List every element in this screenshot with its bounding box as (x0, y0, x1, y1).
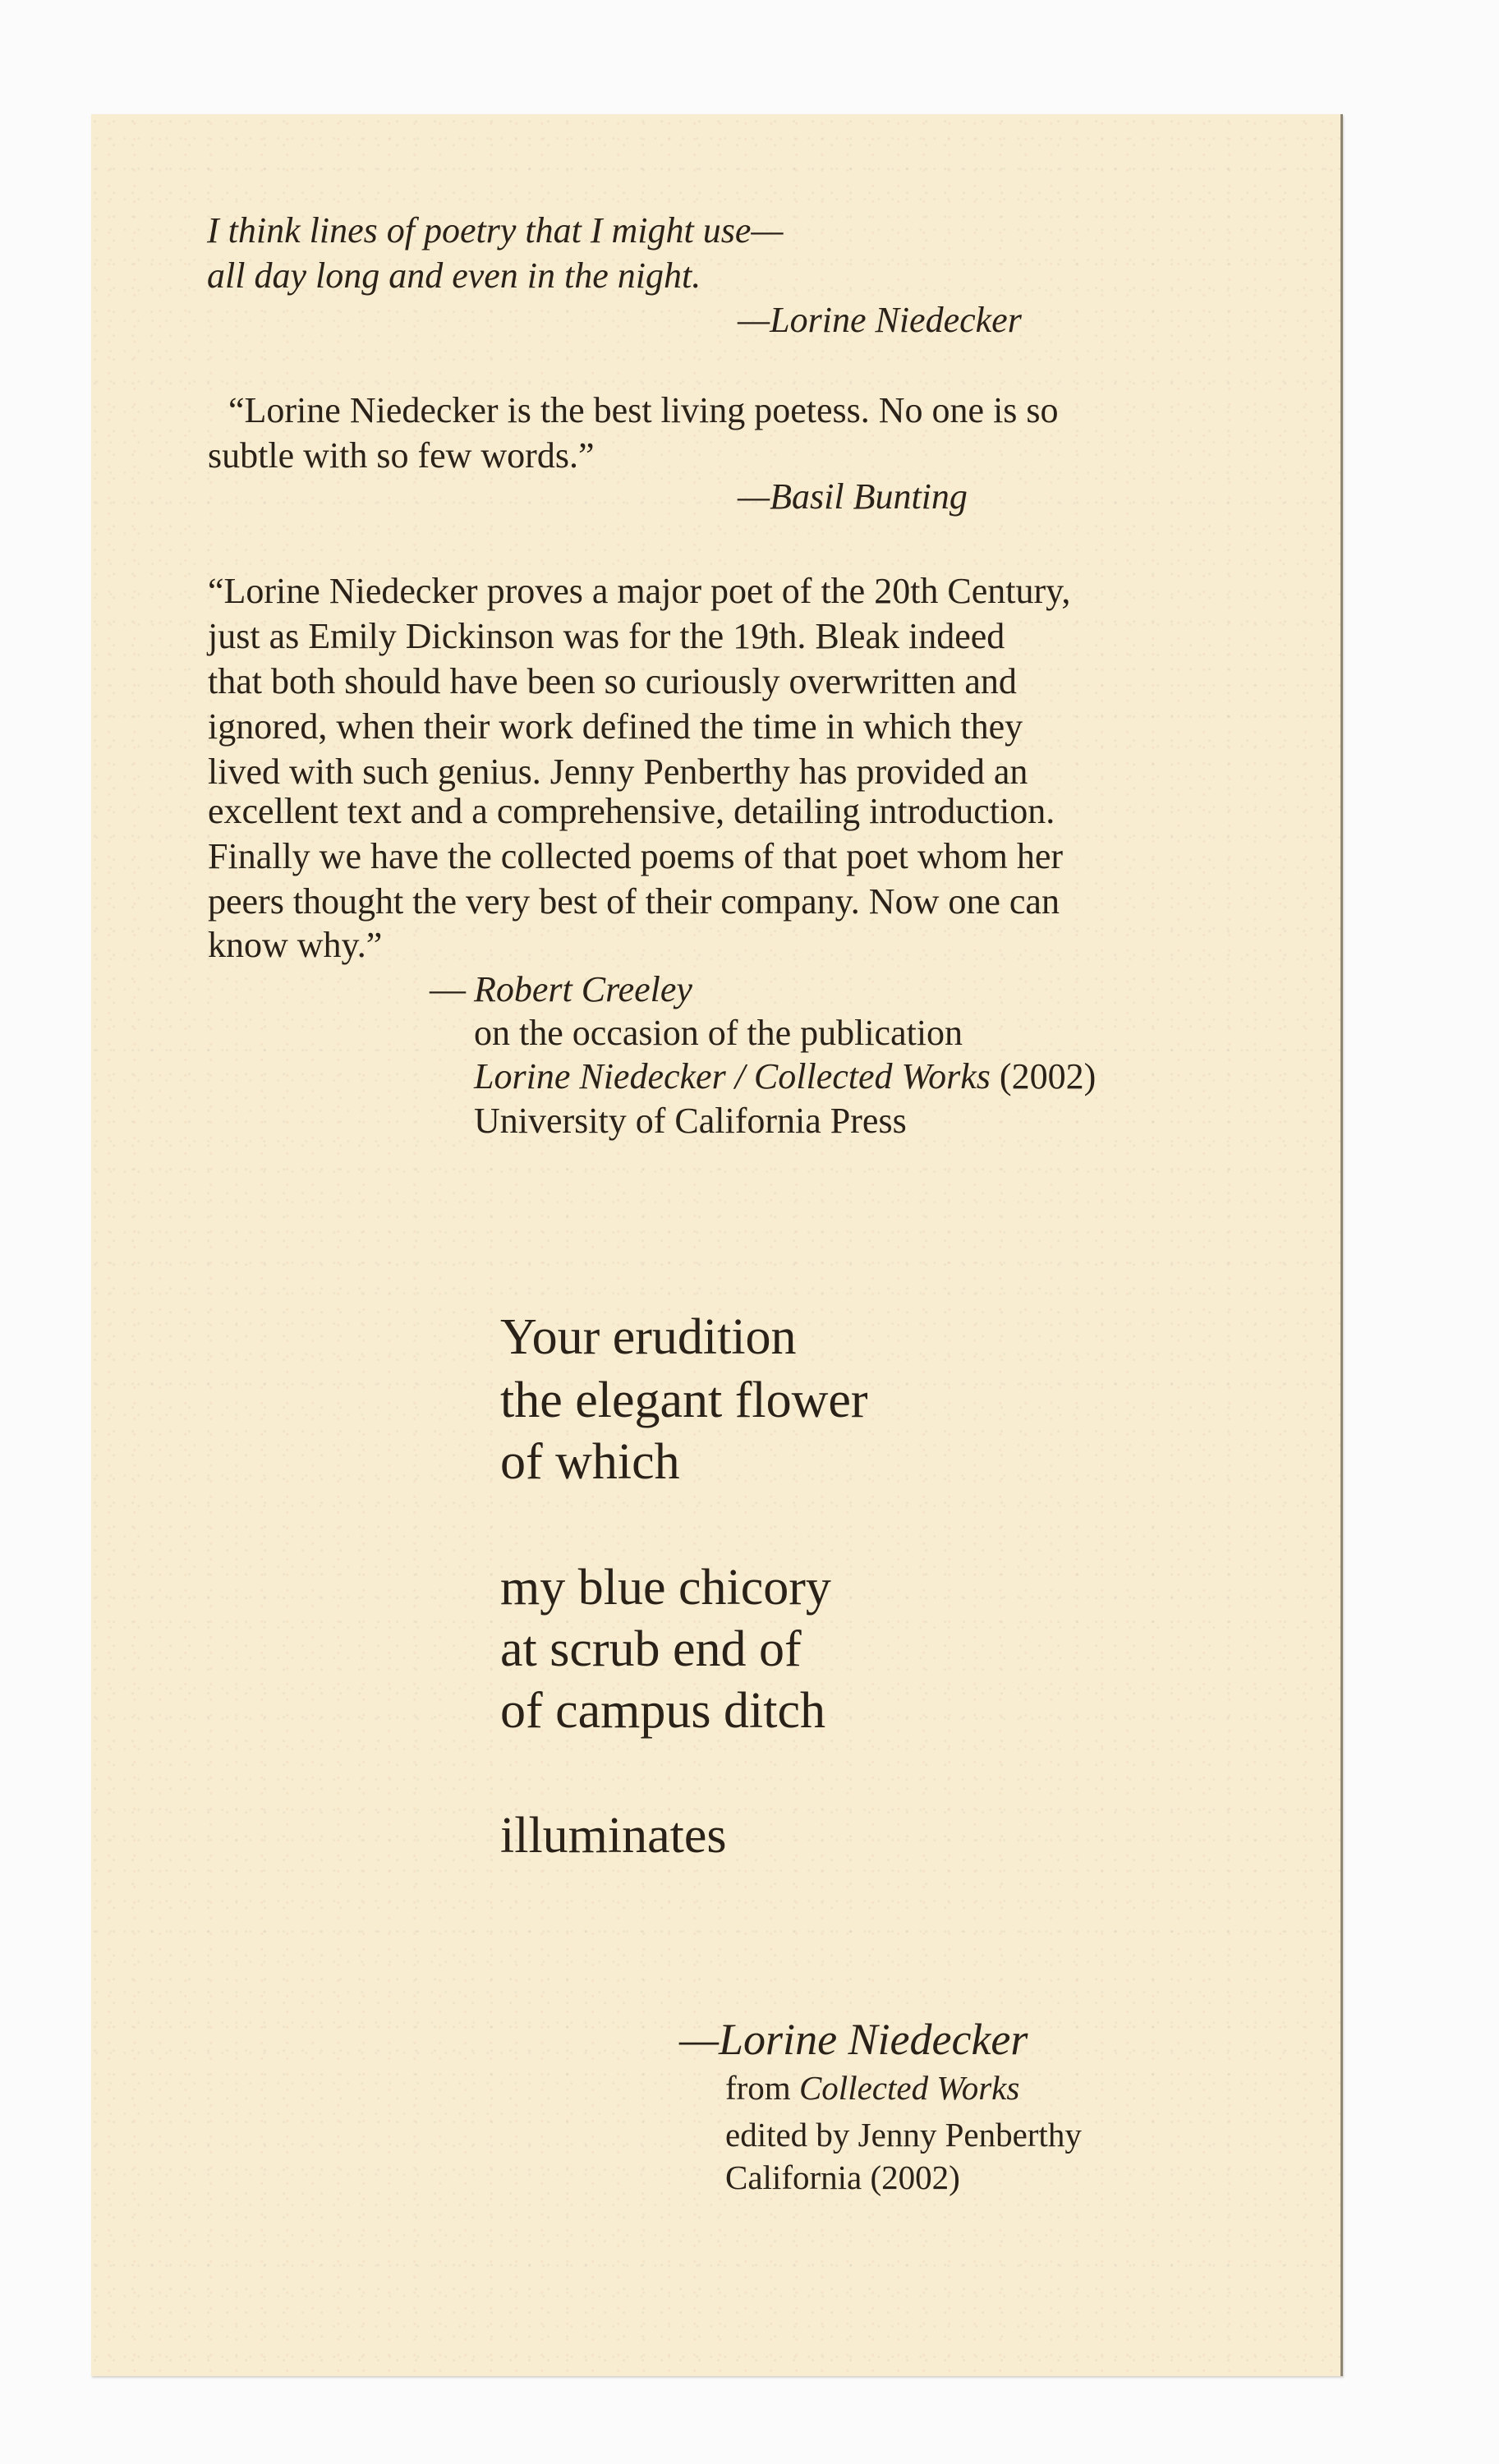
bunting-attribution: —Basil Bunting (738, 476, 968, 517)
source-prefix: from (725, 2069, 799, 2107)
poem-line: my blue chicory (500, 1560, 831, 1616)
epigraph-attribution: —Lorine Niedecker (738, 300, 1022, 340)
bunting-quote-line-2: subtle with so few words.” (208, 435, 595, 476)
poem-line: the elegant flower (500, 1372, 868, 1428)
poem-line: Your erudition (500, 1309, 797, 1365)
source-title: Collected Works (798, 2069, 1020, 2107)
creeley-occasion: on the occasion of the publication (474, 1013, 963, 1053)
poem-editor: edited by Jenny Penberthy (725, 2116, 1082, 2154)
creeley-quote-line: just as Emily Dickinson was for the 19th. Bleak indeed (208, 616, 1005, 656)
creeley-quote-line: ignored, when their work defined the time in which they (208, 706, 1023, 747)
creeley-quote-line: excellent text and a comprehensive, detailing introduction. (208, 791, 1055, 831)
book-year: (2002) (990, 1056, 1097, 1096)
bunting-quote-line-1: “Lorine Niedecker is the best living poetess. No one is so (228, 390, 1059, 430)
creeley-quote-line: Finally we have the collected poems of that poet whom her (208, 836, 1064, 876)
creeley-attribution-dash: — (430, 969, 466, 1009)
creeley-quote-line: lived with such genius. Jenny Penberthy has provided an (208, 752, 1028, 792)
creeley-quote-line: that both should have been so curiously overwritten and (208, 661, 1017, 701)
creeley-quote-line: know why.” (208, 925, 383, 965)
poem-publisher-year: California (2002) (725, 2158, 960, 2196)
creeley-publisher: University of California Press (474, 1101, 907, 1141)
poem-author: —Lorine Niedecker (679, 2015, 1028, 2064)
book-title: Lorine Niedecker / Collected Works (474, 1056, 991, 1096)
creeley-quote-line: peers thought the very best of their company. Now one can (208, 881, 1060, 922)
epigraph-line-1: I think lines of poetry that I might use— (207, 210, 784, 251)
creeley-book-citation (474, 1056, 1097, 1096)
creeley-quote-line: “Lorine Niedecker proves a major poet of the 20th Century, (208, 571, 1071, 611)
poem-source (725, 2071, 1019, 2105)
epigraph-line-2: all day long and even in the night. (207, 255, 701, 296)
poem-line: illuminates (500, 1808, 727, 1864)
poem-line: at scrub end of (500, 1621, 802, 1677)
creeley-attribution-name: Robert Creeley (474, 969, 692, 1009)
poem-line: of campus ditch (500, 1683, 826, 1739)
poem-line: of which (500, 1434, 680, 1490)
